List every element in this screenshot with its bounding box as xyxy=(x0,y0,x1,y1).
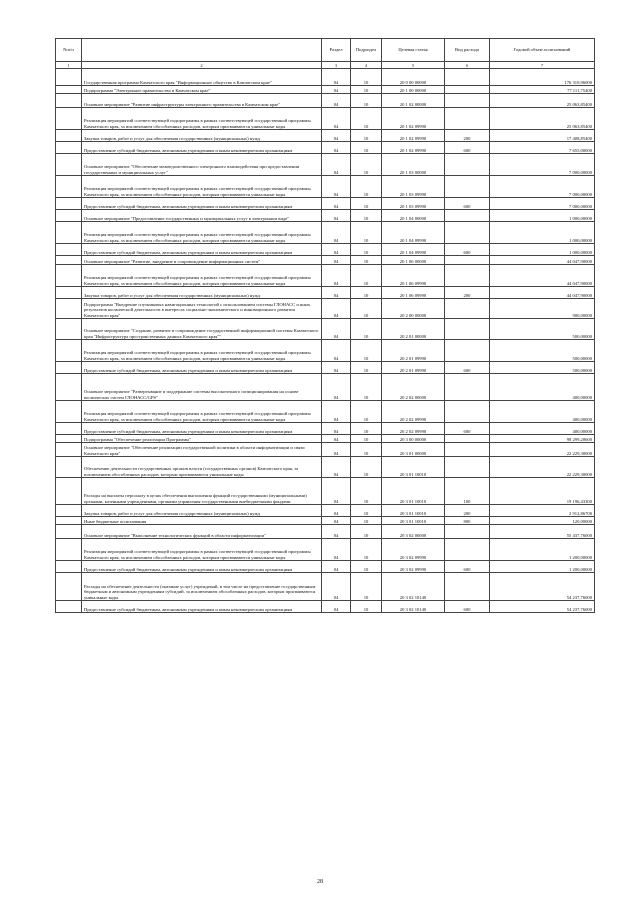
cell-amount: 1 200,00000 xyxy=(490,539,595,561)
cell-name: Основное мероприятие "Предоставление государственных и муниципальных услуг в электронном виде" xyxy=(82,210,322,222)
cell-number xyxy=(56,86,82,94)
cell-expense-type xyxy=(445,525,490,539)
cell-amount: 1 000,00000 xyxy=(490,210,595,222)
cell-name: Закупка товаров, работ и услуг для обеспечения государственных (муниципальных) нужд xyxy=(82,505,322,517)
cell-subsection: 10 xyxy=(351,443,382,457)
table-row xyxy=(56,525,595,539)
cell-number xyxy=(56,130,82,142)
cell-amount: 400,00000 xyxy=(490,423,595,435)
cell-number xyxy=(56,265,82,287)
table-row xyxy=(56,362,595,374)
cell-amount: 1 200,00000 xyxy=(490,561,595,573)
header-row xyxy=(56,39,595,62)
cell-target-article: 20 1 02 09990 xyxy=(382,130,445,142)
cell-name: Предоставление субсидий бюджетным, автономным учреждениям и иным некоммерческим организациям xyxy=(82,198,322,210)
cell-expense-type: 200 xyxy=(445,130,490,142)
cell-subsection: 10 xyxy=(351,94,382,108)
cell-name: Предоставление субсидий бюджетным, автономным учреждениям и иным некоммерческим организациям xyxy=(82,142,322,154)
table-row xyxy=(56,478,595,505)
cell-target-article: 20 3 01 10010 xyxy=(382,505,445,517)
cell-number xyxy=(56,244,82,256)
cell-number xyxy=(56,222,82,244)
cell-target-article: 20 1 04 09990 xyxy=(382,222,445,244)
header-annual-amount: Годовой объем ассигнований xyxy=(490,39,595,62)
cell-target-article: 20 1 00 00000 xyxy=(382,86,445,94)
cell-subsection: 10 xyxy=(351,256,382,265)
cell-section: 04 xyxy=(322,210,351,222)
cell-number xyxy=(56,435,82,443)
cell-target-article: 20 1 03 00000 xyxy=(382,154,445,176)
cell-subsection: 10 xyxy=(351,423,382,435)
cell-amount: 7 000,00000 xyxy=(490,154,595,176)
table-row xyxy=(56,457,595,478)
cell-section: 04 xyxy=(322,601,351,613)
cell-section: 04 xyxy=(322,130,351,142)
column-number: 5 xyxy=(382,62,445,69)
cell-target-article: 20 3 01 10010 xyxy=(382,517,445,525)
cell-section: 04 xyxy=(322,222,351,244)
cell-subsection: 10 xyxy=(351,601,382,613)
table-row xyxy=(56,374,595,401)
cell-name: Предоставление субсидий бюджетным, автономным учреждениям и иным некоммерческим организациям xyxy=(82,561,322,573)
cell-number xyxy=(56,210,82,222)
column-number: 1 xyxy=(56,62,82,69)
cell-amount: 98 299,20600 xyxy=(490,435,595,443)
cell-target-article: 20 1 03 09990 xyxy=(382,198,445,210)
cell-amount: 25 063,85400 xyxy=(490,94,595,108)
cell-expense-type: 200 xyxy=(445,505,490,517)
cell-name: Реализация мероприятий соответствующей подпрограммы в рамках соответствующей государственной программы Камчатского края, за исключением обособленных расходов, которым присваиваются уникальные коды xyxy=(82,176,322,198)
header-expense-type: Вид расхода xyxy=(445,39,490,62)
cell-subsection: 10 xyxy=(351,265,382,287)
cell-name: Иные бюджетные ассигнования xyxy=(82,517,322,525)
cell-subsection: 10 xyxy=(351,525,382,539)
cell-number xyxy=(56,287,82,299)
cell-subsection: 10 xyxy=(351,561,382,573)
cell-subsection: 10 xyxy=(351,244,382,256)
header-target-article: Целевая статья xyxy=(382,39,445,62)
cell-subsection: 10 xyxy=(351,457,382,478)
cell-target-article: 20 2 02 09990 xyxy=(382,401,445,423)
cell-subsection: 10 xyxy=(351,198,382,210)
cell-target-article: 20 1 06 09990 xyxy=(382,287,445,299)
cell-name: Предоставление субсидий бюджетным, автономным учреждениям и иным некоммерческим организациям xyxy=(82,423,322,435)
cell-target-article: 20 2 01 09990 xyxy=(382,362,445,374)
cell-expense-type xyxy=(445,108,490,130)
table-row xyxy=(56,517,595,525)
table-row xyxy=(56,340,595,362)
table-row xyxy=(56,142,595,154)
cell-section: 04 xyxy=(322,573,351,601)
cell-number xyxy=(56,256,82,265)
cell-number xyxy=(56,374,82,401)
cell-target-article: 20 3 02 00000 xyxy=(382,525,445,539)
table-row xyxy=(56,86,595,94)
table-row xyxy=(56,505,595,517)
table-row xyxy=(56,539,595,561)
cell-number xyxy=(56,478,82,505)
cell-target-article: 20 2 00 00000 xyxy=(382,299,445,319)
cell-number xyxy=(56,457,82,478)
cell-subsection: 10 xyxy=(351,86,382,94)
cell-target-article: 20 3 02 09990 xyxy=(382,561,445,573)
cell-section: 04 xyxy=(322,401,351,423)
cell-section: 04 xyxy=(322,176,351,198)
cell-subsection: 10 xyxy=(351,374,382,401)
cell-expense-type: 100 xyxy=(445,478,490,505)
table-row xyxy=(56,401,595,423)
cell-section: 04 xyxy=(322,539,351,561)
cell-name: Государственная программа Камчатского края "Информационное общество в Камчатском крае" xyxy=(82,69,322,86)
cell-expense-type: 600 xyxy=(445,561,490,573)
column-number-row xyxy=(56,62,595,69)
cell-name: Закупка товаров, работ и услуг для обеспечения государственных (муниципальных) нужд xyxy=(82,287,322,299)
cell-expense-type: 600 xyxy=(445,423,490,435)
cell-expense-type xyxy=(445,319,490,340)
cell-number xyxy=(56,601,82,613)
cell-expense-type xyxy=(445,374,490,401)
cell-name: Реализация мероприятий соответствующей подпрограммы в рамках соответствующей государственной программы Камчатского края, за исключением обособленных расходов, которым присваиваются уникальные коды xyxy=(82,108,322,130)
table-row xyxy=(56,130,595,142)
cell-amount: 176 310,96000 xyxy=(490,69,595,86)
cell-amount: 44 047,90000 xyxy=(490,256,595,265)
cell-number xyxy=(56,423,82,435)
cell-expense-type xyxy=(445,86,490,94)
cell-amount: 54 237,76000 xyxy=(490,573,595,601)
table-row xyxy=(56,69,595,86)
cell-subsection: 10 xyxy=(351,319,382,340)
cell-section: 04 xyxy=(322,435,351,443)
cell-expense-type xyxy=(445,340,490,362)
cell-amount: 500,00000 xyxy=(490,340,595,362)
cell-section: 04 xyxy=(322,478,351,505)
cell-subsection: 10 xyxy=(351,340,382,362)
cell-name: Основное мероприятие "Развитие, внедрение и сопровождение информационных систем" xyxy=(82,256,322,265)
cell-subsection: 10 xyxy=(351,69,382,86)
table-row xyxy=(56,443,595,457)
cell-number xyxy=(56,154,82,176)
cell-section: 04 xyxy=(322,374,351,401)
cell-name: Основное мероприятие "Развертывание и поддержание системы высокоточного позиционирования на основе космических систем ГЛОНАСС/GPS" xyxy=(82,374,322,401)
cell-target-article: 20 0 00 00000 xyxy=(382,69,445,86)
cell-amount: 22 229,30000 xyxy=(490,457,595,478)
table-row xyxy=(56,435,595,443)
cell-section: 04 xyxy=(322,287,351,299)
cell-amount: 400,00000 xyxy=(490,401,595,423)
cell-section: 04 xyxy=(322,244,351,256)
cell-expense-type xyxy=(445,210,490,222)
cell-section: 04 xyxy=(322,265,351,287)
cell-target-article: 20 2 01 09990 xyxy=(382,340,445,362)
cell-target-article: 20 3 01 10010 xyxy=(382,478,445,505)
cell-name: Закупка товаров, работ и услуг для обеспечения государственных (муниципальных) нужд xyxy=(82,130,322,142)
cell-section: 04 xyxy=(322,198,351,210)
cell-amount: 120,00000 xyxy=(490,517,595,525)
column-number: 4 xyxy=(351,62,382,69)
cell-name: Реализация мероприятий соответствующей подпрограммы в рамках соответствующей государственной программы Камчатского края, за исключением обособленных расходов, которым присваиваются уникальные коды xyxy=(82,222,322,244)
cell-expense-type: 800 xyxy=(445,517,490,525)
cell-number xyxy=(56,319,82,340)
cell-amount: 500,00000 xyxy=(490,319,595,340)
cell-amount: 7 000,00000 xyxy=(490,198,595,210)
cell-section: 04 xyxy=(322,94,351,108)
table-row xyxy=(56,256,595,265)
cell-subsection: 10 xyxy=(351,539,382,561)
cell-name: Основное мероприятие "Обеспечение межведомственного электронного взаимодействия при предоставлении государственных и муниципальных услуг" xyxy=(82,154,322,176)
cell-target-article: 20 3 00 00000 xyxy=(382,435,445,443)
table-row xyxy=(56,573,595,601)
table-row xyxy=(56,601,595,613)
cell-number xyxy=(56,443,82,457)
cell-name: Расходы на выплаты персоналу в целях обеспечения выполнения функций государственными (муниципальными) органами, казенными учреждениями, органами управления государственными внебюджетными фондами xyxy=(82,478,322,505)
cell-target-article: 20 3 02 10140 xyxy=(382,573,445,601)
cell-section: 04 xyxy=(322,340,351,362)
cell-target-article: 20 1 06 00000 xyxy=(382,256,445,265)
cell-amount: 17 408,85400 xyxy=(490,130,595,142)
table-row xyxy=(56,265,595,287)
cell-amount: 55 437,76000 xyxy=(490,525,595,539)
cell-subsection: 10 xyxy=(351,401,382,423)
cell-subsection: 10 xyxy=(351,478,382,505)
cell-section: 04 xyxy=(322,457,351,478)
cell-expense-type xyxy=(445,256,490,265)
cell-name: Основное мероприятие "Развитие инфраструктуры электронного правительства в Камчатском крае" xyxy=(82,94,322,108)
cell-amount: 900,00000 xyxy=(490,299,595,319)
cell-section: 04 xyxy=(322,561,351,573)
cell-subsection: 10 xyxy=(351,299,382,319)
cell-target-article: 20 1 04 09990 xyxy=(382,244,445,256)
cell-section: 04 xyxy=(322,362,351,374)
cell-section: 04 xyxy=(322,299,351,319)
cell-number xyxy=(56,142,82,154)
table-row xyxy=(56,198,595,210)
cell-number xyxy=(56,198,82,210)
header-section: Раздел xyxy=(322,39,351,62)
cell-amount: 2 912,86700 xyxy=(490,505,595,517)
table-row xyxy=(56,94,595,108)
cell-amount: 1 000,00000 xyxy=(490,244,595,256)
table-row xyxy=(56,222,595,244)
cell-amount: 44 047,90000 xyxy=(490,287,595,299)
table-row xyxy=(56,210,595,222)
cell-subsection: 10 xyxy=(351,287,382,299)
cell-number xyxy=(56,517,82,525)
table-row xyxy=(56,154,595,176)
cell-section: 04 xyxy=(322,69,351,86)
cell-section: 04 xyxy=(322,86,351,94)
cell-section: 04 xyxy=(322,443,351,457)
table-row xyxy=(56,244,595,256)
cell-name: Реализация мероприятий соответствующей подпрограммы в рамках соответствующей государственной программы Камчатского края, за исключением обособленных расходов, которым присваиваются уникальные коды xyxy=(82,265,322,287)
cell-expense-type xyxy=(445,435,490,443)
table-row xyxy=(56,319,595,340)
cell-amount: 1 000,00000 xyxy=(490,222,595,244)
cell-amount: 77 111,75400 xyxy=(490,86,595,94)
cell-expense-type: 600 xyxy=(445,142,490,154)
column-number: 7 xyxy=(490,62,595,69)
cell-expense-type xyxy=(445,265,490,287)
cell-subsection: 10 xyxy=(351,362,382,374)
cell-subsection: 10 xyxy=(351,573,382,601)
page-number: 28 xyxy=(317,879,323,885)
table-row xyxy=(56,108,595,130)
cell-number xyxy=(56,69,82,86)
cell-number xyxy=(56,505,82,517)
cell-name: Реализация мероприятий соответствующей подпрограммы в рамках соответствующей государственной программы Камчатского края, за исключением обособленных расходов, которым присваиваются уникальные коды xyxy=(82,539,322,561)
cell-target-article: 20 1 02 09990 xyxy=(382,142,445,154)
cell-name: Обеспечение деятельности государственных органов власти (государственных органов) Камчатского края, за исключением обособленных расходов, которым присваиваются уникальные коды xyxy=(82,457,322,478)
cell-name: Подпрограмма "Электронное правительство в Камчатском крае" xyxy=(82,86,322,94)
cell-subsection: 10 xyxy=(351,210,382,222)
cell-target-article: 20 3 02 10140 xyxy=(382,601,445,613)
cell-target-article: 20 3 01 00000 xyxy=(382,443,445,457)
cell-subsection: 10 xyxy=(351,176,382,198)
cell-amount: 7 000,00000 xyxy=(490,176,595,198)
cell-subsection: 10 xyxy=(351,142,382,154)
cell-target-article: 20 1 06 09990 xyxy=(382,265,445,287)
cell-section: 04 xyxy=(322,319,351,340)
cell-target-article: 20 1 02 00000 xyxy=(382,94,445,108)
cell-name: Предоставление субсидий бюджетным, автономным учреждениям и иным некоммерческим организациям xyxy=(82,601,322,613)
header-name xyxy=(82,39,322,62)
cell-expense-type: 600 xyxy=(445,362,490,374)
cell-number xyxy=(56,561,82,573)
header-subsection: Подраздел xyxy=(351,39,382,62)
cell-section: 04 xyxy=(322,154,351,176)
cell-section: 04 xyxy=(322,142,351,154)
cell-expense-type xyxy=(445,94,490,108)
cell-name: Реализация мероприятий соответствующей подпрограммы в рамках соответствующей государственной программы Камчатского края, за исключением обособленных расходов, которым присваиваются уникальные коды xyxy=(82,340,322,362)
cell-number xyxy=(56,401,82,423)
cell-target-article: 20 3 01 10010 xyxy=(382,457,445,478)
cell-expense-type xyxy=(445,154,490,176)
cell-expense-type xyxy=(445,176,490,198)
cell-target-article: 20 3 02 09990 xyxy=(382,539,445,561)
header-num: №п/п xyxy=(56,39,82,62)
cell-name: Основное мероприятие "Создание, развитие и сопровождение государственной информационной системы Камчатского края "Инфраструктура пространственных данных Камчатского края"" xyxy=(82,319,322,340)
cell-subsection: 10 xyxy=(351,517,382,525)
cell-section: 04 xyxy=(322,256,351,265)
cell-expense-type xyxy=(445,457,490,478)
cell-number xyxy=(56,176,82,198)
cell-expense-type xyxy=(445,69,490,86)
cell-name: Предоставление субсидий бюджетным, автономным учреждениям и иным некоммерческим организациям xyxy=(82,362,322,374)
cell-expense-type: 600 xyxy=(445,198,490,210)
cell-section: 04 xyxy=(322,423,351,435)
cell-number xyxy=(56,362,82,374)
cell-subsection: 10 xyxy=(351,108,382,130)
cell-amount: 25 063,85400 xyxy=(490,108,595,130)
cell-amount: 22 229,30000 xyxy=(490,443,595,457)
cell-expense-type: 600 xyxy=(445,601,490,613)
cell-target-article: 20 2 02 09990 xyxy=(382,423,445,435)
budget-table xyxy=(55,38,595,613)
table-row xyxy=(56,176,595,198)
cell-amount: 54 237,76000 xyxy=(490,601,595,613)
cell-section: 04 xyxy=(322,108,351,130)
column-number: 6 xyxy=(445,62,490,69)
cell-expense-type: 600 xyxy=(445,244,490,256)
cell-number xyxy=(56,525,82,539)
cell-amount: 7 655,00000 xyxy=(490,142,595,154)
table-row xyxy=(56,287,595,299)
cell-amount: 44 047,90000 xyxy=(490,265,595,287)
cell-expense-type xyxy=(445,539,490,561)
cell-number xyxy=(56,539,82,561)
cell-name: Подпрограмма "Внедрение спутниковых навигационных технологий с использованием системы ГЛОНАСС и иных результатов космической деятельности в интересах социально-экономического и инновационного развития Камчатского края" xyxy=(82,299,322,319)
cell-target-article: 20 1 03 09990 xyxy=(382,176,445,198)
cell-section: 04 xyxy=(322,525,351,539)
column-number: 2 xyxy=(82,62,322,69)
cell-target-article: 20 2 01 00000 xyxy=(382,319,445,340)
cell-subsection: 10 xyxy=(351,222,382,244)
cell-subsection: 10 xyxy=(351,130,382,142)
cell-number xyxy=(56,94,82,108)
cell-section: 04 xyxy=(322,517,351,525)
cell-name: Предоставление субсидий бюджетным, автономным учреждениям и иным некоммерческим организациям xyxy=(82,244,322,256)
cell-name: Основное мероприятие "Выполнение технологических функций в области информатизации" xyxy=(82,525,322,539)
cell-subsection: 10 xyxy=(351,154,382,176)
cell-number xyxy=(56,299,82,319)
cell-expense-type xyxy=(445,299,490,319)
cell-target-article: 20 2 02 00000 xyxy=(382,374,445,401)
cell-name: Основное мероприятие "Обеспечение реализации государственной политики в области информатизации и связи Камчатского края" xyxy=(82,443,322,457)
cell-amount: 19 196,43300 xyxy=(490,478,595,505)
cell-number xyxy=(56,340,82,362)
cell-name: Подпрограмма "Обеспечение реализации Программы" xyxy=(82,435,322,443)
cell-subsection: 10 xyxy=(351,505,382,517)
cell-target-article: 20 1 02 09990 xyxy=(382,108,445,130)
cell-expense-type xyxy=(445,443,490,457)
cell-name: Реализация мероприятий соответствующей подпрограммы в рамках соответствующей государственной программы Камчатского края, за исключением обособленных расходов, которым присваиваются уникальные коды xyxy=(82,401,322,423)
cell-target-article: 20 1 04 00000 xyxy=(382,210,445,222)
cell-expense-type xyxy=(445,401,490,423)
cell-subsection: 10 xyxy=(351,435,382,443)
cell-name: Расходы на обеспечение деятельности (оказание услуг) учреждений, в том числе на предоставление государственным бюджетным и автономным учреждениям субсидий, за исключением обособленных расходов, которым присваиваются уникальные коды xyxy=(82,573,322,601)
cell-number xyxy=(56,108,82,130)
cell-expense-type xyxy=(445,222,490,244)
table-row xyxy=(56,299,595,319)
cell-expense-type: 200 xyxy=(445,287,490,299)
column-number: 3 xyxy=(322,62,351,69)
table-body xyxy=(56,69,595,613)
table-row xyxy=(56,561,595,573)
cell-section: 04 xyxy=(322,505,351,517)
cell-number xyxy=(56,573,82,601)
cell-amount: 500,00000 xyxy=(490,362,595,374)
cell-expense-type xyxy=(445,573,490,601)
table-row xyxy=(56,423,595,435)
cell-amount: 400,00000 xyxy=(490,374,595,401)
